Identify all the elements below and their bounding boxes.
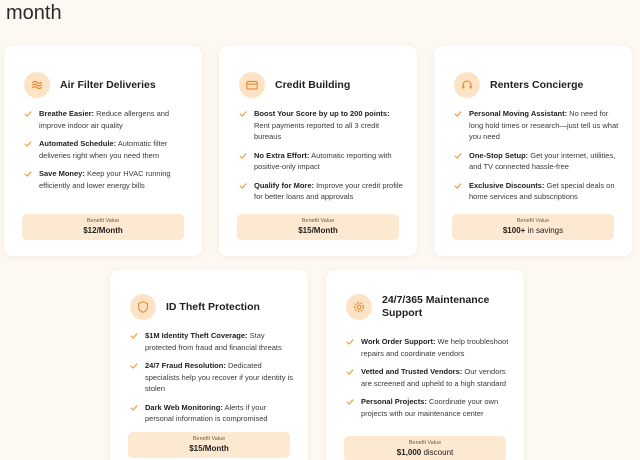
benefit-amount-value: $100+ [502, 226, 526, 235]
feature-item [454, 150, 620, 173]
feature-title: Qualify for More: [254, 180, 315, 190]
benefit-label: Benefit Value [408, 440, 442, 446]
feature-text: Alerts if your personal information is compromised [145, 402, 268, 423]
card-header [239, 72, 350, 98]
card-header [454, 72, 583, 98]
feature-text: Our vendors are screened and upheld to a high standard [361, 367, 507, 388]
feature-text: Keep your HVAC running efficiently and lower energy bills [39, 169, 171, 190]
feature-title: Dark Web Monitoring: [145, 402, 223, 412]
check-icon [239, 152, 247, 160]
benefit-amount [128, 443, 290, 454]
check-icon [346, 368, 354, 376]
feature-title: Exclusive Discounts: [469, 180, 545, 190]
feature-title: Personal Moving Assistant: [469, 109, 568, 118]
card-title: ID Theft Protection [166, 300, 260, 313]
feature-text: Automatic filter deliveries right when you need them [39, 139, 168, 160]
benefit-amount [452, 225, 614, 236]
benefit-amount-suffix: discount [421, 448, 454, 457]
feature-item [24, 108, 190, 131]
check-icon [346, 338, 354, 346]
check-icon [454, 152, 462, 160]
feature-text: Get your internet, utilities, and TV connected hassle-free [469, 150, 616, 171]
feature-list [346, 336, 512, 426]
benefit-amount-value: $1,000 [396, 448, 422, 457]
feature-item [346, 366, 512, 389]
card-title: Renters Concierge [490, 78, 584, 91]
feature-text: Get special deals on home services and subscriptions [469, 180, 615, 201]
feature-item [239, 150, 405, 173]
benefit-amount [237, 225, 399, 236]
feature-item [239, 108, 405, 143]
card-header [346, 294, 512, 320]
card-header [24, 72, 156, 98]
benefit-value-box [237, 214, 399, 240]
feature-item [24, 168, 190, 191]
feature-item [454, 180, 620, 203]
benefit-amount-value: $12/Month [83, 226, 123, 235]
benefit-amount-value: $15/Month [189, 444, 229, 453]
feature-list [130, 330, 296, 432]
card-title: Credit Building [275, 78, 351, 91]
benefit-amount [344, 447, 506, 458]
benefit-label: Benefit Value [192, 436, 226, 442]
benefit-value-box [22, 214, 184, 240]
feature-text: Automatic reporting with positive-only impact [254, 150, 392, 171]
card-title: 24/7/365 Maintenance Support [382, 294, 490, 319]
benefit-label: Benefit Value [516, 218, 550, 224]
feature-text: Dedicated specialists help you recover if your identity is stolen [145, 361, 293, 393]
check-icon [24, 140, 32, 148]
feature-title: Boost Your Score by up to 200 points: [254, 109, 390, 118]
feature-title: One-Stop Setup: [469, 150, 529, 160]
feature-text: Reduce allergens and improve indoor air quality [39, 109, 170, 130]
feature-title: $1M Identity Theft Coverage: [145, 331, 248, 340]
feature-text: Rent payments reported to all 3 credit bureaus [254, 120, 380, 141]
benefit-value-box [128, 432, 290, 458]
feature-text: We help troubleshoot repairs and coordinate vendors [361, 337, 509, 358]
feature-list [24, 108, 190, 198]
card-maintenance-support [326, 270, 524, 460]
feature-item [454, 108, 620, 143]
card-header [130, 294, 260, 320]
check-icon [130, 362, 138, 370]
card-air-filter-deliveries [4, 46, 202, 256]
benefit-label: Benefit Value [301, 218, 335, 224]
credit-card-icon [239, 72, 265, 98]
benefit-value-box [452, 214, 614, 240]
feature-item [239, 180, 405, 203]
gear-icon [346, 294, 372, 320]
card-renters-concierge [434, 46, 632, 256]
feature-item [346, 396, 512, 419]
feature-title: Breathe Easier: [39, 109, 95, 118]
feature-item [130, 330, 296, 353]
feature-text: Improve your credit profile for better loans and approvals [254, 180, 403, 201]
feature-item [346, 336, 512, 359]
feature-title: Save Money: [39, 169, 85, 178]
feature-title: Vetted and Trusted Vendors: [361, 367, 463, 376]
feature-item [130, 360, 296, 395]
benefit-value-box [344, 436, 506, 460]
feature-title: Automated Schedule: [39, 139, 117, 148]
section-heading: month [6, 2, 62, 24]
headset-icon [454, 72, 480, 98]
benefit-amount-value: $15/Month [298, 226, 338, 235]
shield-icon [130, 294, 156, 320]
feature-list [239, 108, 405, 210]
feature-item [130, 402, 296, 425]
check-icon [346, 398, 354, 406]
check-icon [130, 332, 138, 340]
check-icon [239, 110, 247, 118]
feature-title: Work Order Support: [361, 337, 436, 346]
feature-text: No need for long hold times or research—just tell us what you need [469, 109, 619, 141]
feature-text: Coordinate your own projects with our maintenance center [361, 397, 499, 418]
check-icon [454, 110, 462, 118]
check-icon [130, 404, 138, 412]
feature-list [454, 108, 620, 210]
check-icon [24, 110, 32, 118]
feature-title: 24/7 Fraud Resolution: [145, 361, 226, 370]
feature-text: Stay protected from fraud and financial threats [145, 331, 282, 352]
card-id-theft-protection [110, 270, 308, 460]
benefit-amount [22, 225, 184, 236]
benefit-amount-suffix: in savings [525, 226, 564, 235]
feature-title: No Extra Effort: [254, 150, 310, 160]
air-waves-icon [24, 72, 50, 98]
feature-title: Personal Projects: [361, 397, 427, 406]
check-icon [454, 182, 462, 190]
benefit-label: Benefit Value [86, 218, 120, 224]
feature-item [24, 138, 190, 161]
card-credit-building [219, 46, 417, 256]
check-icon [239, 182, 247, 190]
card-title: Air Filter Deliveries [60, 78, 156, 91]
check-icon [24, 170, 32, 178]
